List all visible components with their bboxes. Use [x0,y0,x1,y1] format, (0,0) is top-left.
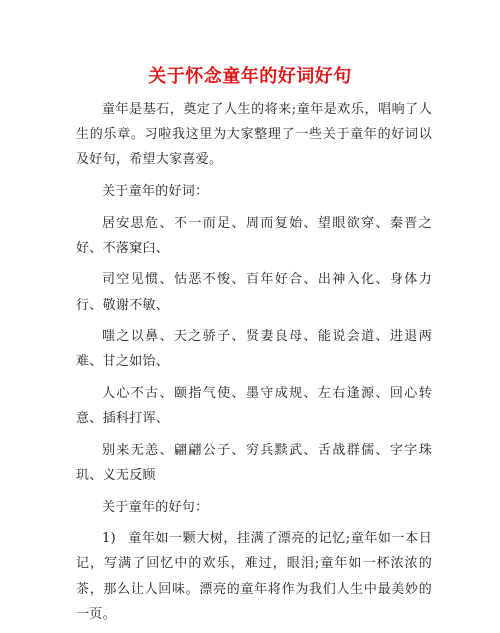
intro-paragraph: 童年是基石，奠定了人生的将来;童年是欢乐，唱响了人生的乐章。习啦我这里为大家整理了一些关于童年的好词以及好句，希望大家喜爱。 [76,102,432,168]
word-group-5: 别来无恙、翩翩公子、穷兵黩武、舌战群儒、字字珠玑、义无反顾 [76,442,432,483]
word-group-1: 居安思危、不一而足、周而复始、望眼欲穿、秦晋之好、不落窠臼、 [76,215,432,256]
document-body [76,97,432,633]
word-group-4: 人心不古、颐指气使、墨守成规、左右逢源、回心转意、插科打诨、 [76,385,432,427]
word-group-2: 司空见惯、怙恶不悛、百年好合、出神入化、身体力行、敬谢不敏、 [76,272,432,313]
document-title: 关于怀念童年的好词好句 [148,66,352,87]
list-item-number: 1) [102,531,116,547]
sentence-list-item [76,526,432,627]
good-words-heading: 关于童年的好词： [102,184,209,199]
good-sentences-heading: 关于童年的好句： [102,499,209,515]
word-group-3: 嗤之以鼻、天之骄子、贤妻良母、能说会道、进退两难、甘之如饴、 [76,329,432,370]
list-item-text: 童年如一颗大树，挂满了漂亮的记忆;童年如一本日记，写满了回忆中的欢乐，难过，眼泪;童年如一杯浓浓的茶，那么让人回味。漂亮的童年将作为我们人生中最美妙的一页。 [76,531,432,622]
